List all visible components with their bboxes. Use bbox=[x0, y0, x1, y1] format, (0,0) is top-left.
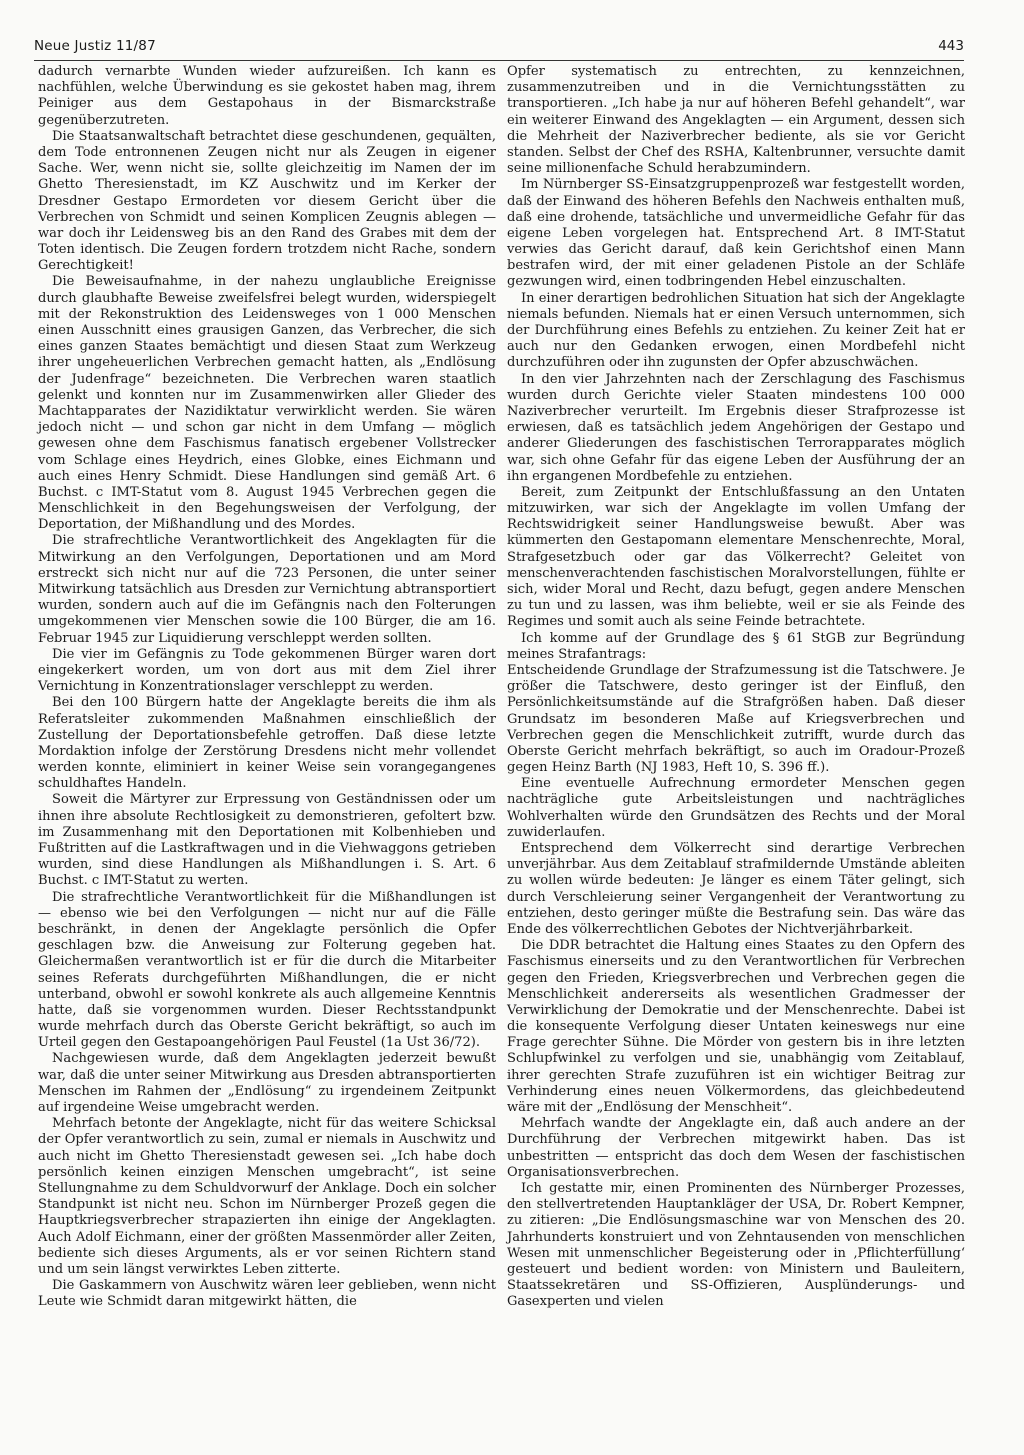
paragraph: Ich komme auf der Grundlage des § 61 StGB zur Begründung meines Strafantrags: bbox=[507, 630, 965, 662]
right-column bbox=[507, 64, 965, 1310]
paragraph: In einer derartigen bedrohlichen Situation hat sich der Angeklagte niemals befunden. Niemals hat er einen Versuch unternommen, sich der Durchführung eines Befehls zu entziehen. Zu keiner Zeit hat er auch nur den Gedanken erwogen, einen Mordbefehl nicht durchzuführen oder ihn zugunsten der Opfer abzuschwächen. bbox=[507, 290, 965, 371]
paragraph: Eine eventuelle Aufrechnung ermordeter Menschen gegen nachträgliche gute Arbeitsleistungen und nachträgliches Wohlverhalten würde den Grundsätzen des Rechts und der Moral zuwiderlaufen. bbox=[507, 776, 965, 840]
paragraph: Die Gaskammern von Auschwitz wären leer geblieben, wenn nicht Leute wie Schmidt daran mitgewirkt hätten, die bbox=[38, 1278, 496, 1310]
paragraph: Die vier im Gefängnis zu Tode gekommenen Bürger waren dort eingekerkert worden, um von dort aus mit dem Ziel ihrer Vernichtung in Konzentrationslager verschleppt zu werden. bbox=[38, 646, 496, 695]
paragraph: Soweit die Märtyrer zur Erpressung von Geständnissen oder um ihnen ihre absolute Rechtlosigkeit zu demonstrieren, gefoltert bzw. im Zusammenhang mit den Deportationen mit Kolbenhieben und Fußtritten auf die Lastkraftwagen und in die Viehwaggons getrieben wurden, sind diese Handlungen als Mißhandlungen i. S. Art. 6 Buchst. c IMT-Statut zu werten. bbox=[38, 792, 496, 889]
paragraph: Die Staatsanwaltschaft betrachtet diese geschundenen, gequälten, dem Tode entronnenen Zeugen nicht nur als Zeugen in eigener Sache. Wer, wenn nicht sie, sollte gleichzeitig im Namen der im Ghetto Theresienstadt, im KZ Auschwitz und im Kerker der Dresdner Gestapo Ermordeten vor diesem Gericht über die Verbrechen von Schmidt und seinen Komplicen Zeugnis ablegen — war doch ihr Leidensweg bis an den Rand des Grabes mit dem der Toten identisch. Die Zeugen fordern trotzdem nicht Rache, sondern Gerechtigkeit! bbox=[38, 128, 496, 274]
left-column bbox=[38, 64, 496, 1310]
paragraph: Bei den 100 Bürgern hatte der Angeklagte bereits die ihm als Referatsleiter zukommenden Maßnahmen einschließlich der Zustellung der Deportationsbefehle getroffen. Daß diese letzte Mordaktion infolge der Zerstörung Dresdens nicht mehr vollendet werden konnte, eliminiert in keiner Weise sein vorangegangenes schuldhaftes Handeln. bbox=[38, 695, 496, 792]
page-header bbox=[34, 38, 964, 61]
journal-title: Neue Justiz 11/87 bbox=[34, 38, 156, 54]
paragraph: Mehrfach betonte der Angeklagte, nicht für das weitere Schicksal der Opfer verantwortlich zu sein, zumal er niemals in Auschwitz und auch nicht im Ghetto Theresienstadt gewesen sei. „Ich habe doch persönlich keinen einzigen Menschen umgebracht“, ist seine Stellungnahme zu dem Schuldvorwurf der Anklage. Doch ein solcher Standpunkt ist nicht neu. Schon im Nürnberger Prozeß gegen die Hauptkriegsverbrecher strapazierten ihn einige der Angeklagten. Auch Adolf Eichmann, einer der größten Massenmörder aller Zeiten, bediente sich dieses Arguments, als er vor seinen Richtern stand und um sein längst verwirktes Leben zitterte. bbox=[38, 1116, 496, 1277]
paragraph: dadurch vernarbte Wunden wieder aufzureißen. Ich kann es nachfühlen, welche Überwindung es sie gekostet haben mag, ihrem Peiniger aus dem Gestapohaus in der Bismarckstraße gegenüberzutreten. bbox=[38, 64, 496, 128]
paragraph: Mehrfach wandte der Angeklagte ein, daß auch andere an der Durchführung der Verbrechen mitgewirkt haben. Das ist unbestritten — entspricht das doch dem Wesen der faschistischen Organisationsverbrechen. bbox=[507, 1116, 965, 1180]
paragraph: Die Beweisaufnahme, in der nahezu unglaubliche Ereignisse durch glaubhafte Beweise zweifelsfrei belegt wurden, widerspiegelt mit der Rekonstruktion des Leidensweges von 1 000 Menschen einen Ausschnitt eines grausigen Ganzen, das Verbrecher, die sich eines ganzen Staates bemächtigt und diesen Staat zum Werkzeug ihrer ungeheuerlichen Verbrechen gemacht hatten, als „Endlösung der Judenfrage“ bezeichneten. Die Verbrechen waren staatlich gelenkt und konnten nur im Zusammenwirken aller Glieder des Machtapparates der Nazidiktatur verwirklicht werden. Sie wären jedoch nicht — und schon gar nicht in dem Umfang — möglich gewesen ohne dem Faschismus fanatisch ergebener Vollstrecker vom Schlage eines Heydrich, eines Globke, eines Eichmann und auch eines Henry Schmidt. Diese Handlungen sind gemäß Art. 6 Buchst. c IMT-Statut vom 8. August 1945 Verbrechen gegen die Menschlichkeit in den Begehungsweisen der Verfolgung, der Deportation, der Mißhandlung und des Mordes. bbox=[38, 274, 496, 533]
paragraph: Nachgewiesen wurde, daß dem Angeklagten jederzeit bewußt war, daß die unter seiner Mitwirkung aus Dresden abtransportierten Menschen im Rahmen der „Endlösung“ zu irgendeinem Zeitpunkt auf irgendeine Weise umgebracht werden. bbox=[38, 1051, 496, 1115]
paragraph: Im Nürnberger SS-Einsatzgruppenprozeß war festgestellt worden, daß der Einwand des höheren Befehls den Nachweis enthalten muß, daß eine drohende, tatsächliche und unvermeidliche Gefahr für das eigene Leben vorgelegen hat. Entsprechend Art. 8 IMT-Statut verwies das Gericht darauf, daß kein Gerichtshof einen Mann bestrafen wird, der mit einer geladenen Pistole an der Schläfe gezwungen wird, einen todbringenden Hebel einzuschalten. bbox=[507, 177, 965, 290]
paragraph: Ich gestatte mir, einen Prominenten des Nürnberger Prozesses, den stellvertretenden Hauptankläger der USA, Dr. Robert Kempner, zu zitieren: „Die Endlösungsmaschine war von Menschen des 20. Jahrhunderts konstruiert und von Zehntausenden von menschlichen Wesen mit unmenschlicher Begeisterung oder in ‚Pflichterfüllung‘ gesteuert und bedient worden: von Ministern und Bauleitern, Staatssekretären und SS-Offizieren, Ausplünderungs- und Gasexperten und vielen bbox=[507, 1180, 965, 1310]
paragraph: Opfer systematisch zu entrechten, zu kennzeichnen, zusammenzutreiben und in die Vernichtungsstätten zu transportieren. „Ich habe ja nur auf höheren Befehl gehandelt“, war ein weiterer Einwand des Angeklagten — ein Argument, dessen sich die Mehrheit der Naziverbrecher bediente, als sie vor Gericht standen. Selbst der Chef des RSHA, Kaltenbrunner, versuchte damit seine millionenfache Schuld herabzumindern. bbox=[507, 64, 965, 177]
page-number: 443 bbox=[938, 38, 964, 54]
paragraph: In den vier Jahrzehnten nach der Zerschlagung des Faschismus wurden durch Gerichte vieler Staaten mindestens 100 000 Naziverbrecher verurteilt. Im Ergebnis dieser Strafprozesse ist erwiesen, daß es tatsächlich jedem Angehörigen der Gestapo und anderer Gliederungen des faschistischen Terrorapparates möglich war, sich ohne Gefahr für das eigene Leben der Ausführung der an ihn ergangenen Mordbefehle zu entziehen. bbox=[507, 371, 965, 484]
paragraph: Die strafrechtliche Verantwortlichkeit für die Mißhandlungen ist — ebenso wie bei den Verfolgungen — nicht nur auf die Fälle beschränkt, in denen der Angeklagte persönlich die Opfer geschlagen bzw. die Anweisung zur Folterung gegeben hat. Gleichermaßen verantwortlich ist er für die durch die Mitarbeiter seines Referats durchgeführten Mißhandlungen, die er nicht unterband, obwohl er sowohl konkrete als auch allgemeine Kenntnis hatte, daß sie vorgenommen wurden. Dieser Rechtsstandpunkt wurde mehrfach durch das Oberste Gericht bekräftigt, so auch im Urteil gegen den Gestapoangehörigen Paul Feustel (1a Ust 36/72). bbox=[38, 889, 496, 1051]
paragraph: Bereit, zum Zeitpunkt der Entschlußfassung an den Untaten mitzuwirken, war sich der Angeklagte im vollen Umfang der Rechtswidrigkeit seiner Handlungsweise bewußt. Aber was kümmerten den Gestapomann elementare Menschenrechte, Moral, Strafgesetzbuch oder gar das Völkerrecht? Geleitet von menschenverachtenden faschistischen Moralvorstellungen, fühlte er sich, wider Moral und Recht, dazu befugt, gegen andere Menschen zu tun und zu lassen, was ihm beliebte, weil er sie als Feinde des Regimes und somit auch als seine Feinde betrachtete. bbox=[507, 484, 965, 630]
paragraph: Die strafrechtliche Verantwortlichkeit des Angeklagten für die Mitwirkung an den Verfolgungen, Deportationen und am Mord erstreckt sich nicht nur auf die 723 Personen, die unter seiner Mitwirkung tatsächlich aus Dresden zur Vernichtung abtransportiert wurden, sondern auch auf die im Gefängnis nach den Folterungen umgekommenen vier Menschen sowie die 100 Bürger, die am 16. Februar 1945 zur Liquidierung verschleppt werden sollten. bbox=[38, 533, 496, 646]
paragraph: Die DDR betrachtet die Haltung eines Staates zu den Opfern des Faschismus einerseits und zu den Verantwortlichen für Verbrechen gegen den Frieden, Kriegsverbrechen und Verbrechen gegen die Menschlichkeit andererseits als wesentlichen Gradmesser der Verwirklichung der Demokratie und der Menschenrechte. Dabei ist die konsequente Verfolgung dieser Untaten keineswegs nur eine Frage gerechter Sühne. Die Mörder von gestern bis in ihre letzten Schlupfwinkel zu verfolgen und sie, unabhängig vom Zeitablauf, ihrer gerechten Strafe zuzuführen ist ein wichtiger Beitrag zur Verhinderung eines neuen Völkermordens, das gleichbedeutend wäre mit der „Endlösung der Menschheit“. bbox=[507, 938, 965, 1115]
paragraph: Entscheidende Grundlage der Strafzumessung ist die Tatschwere. Je größer die Tatschwere, desto geringer ist der Einfluß, den Persönlichkeitsumstände auf die Strafgrößen haben. Daß dieser Grundsatz im besonderen Maße auf Kriegsverbrechen und Verbrechen gegen die Menschlichkeit zutrifft, wurde durch das Oberste Gericht mehrfach bekräftigt, so auch im Oradour-Prozeß gegen Heinz Barth (NJ 1983, Heft 10, S. 396 ff.). bbox=[507, 662, 965, 776]
paragraph: Entsprechend dem Völkerrecht sind derartige Verbrechen unverjährbar. Aus dem Zeitablauf strafmildernde Umstände ableiten zu wollen würde bedeuten: Je länger es einem Täter gelingt, sich durch Verschleierung seiner Vergangenheit der Verantwortung zu entziehen, desto geringer müßte die Bestrafung sein. Das wäre das Ende des völkerrechtlichen Gebotes der Nichtverjährbarkeit. bbox=[507, 841, 965, 937]
